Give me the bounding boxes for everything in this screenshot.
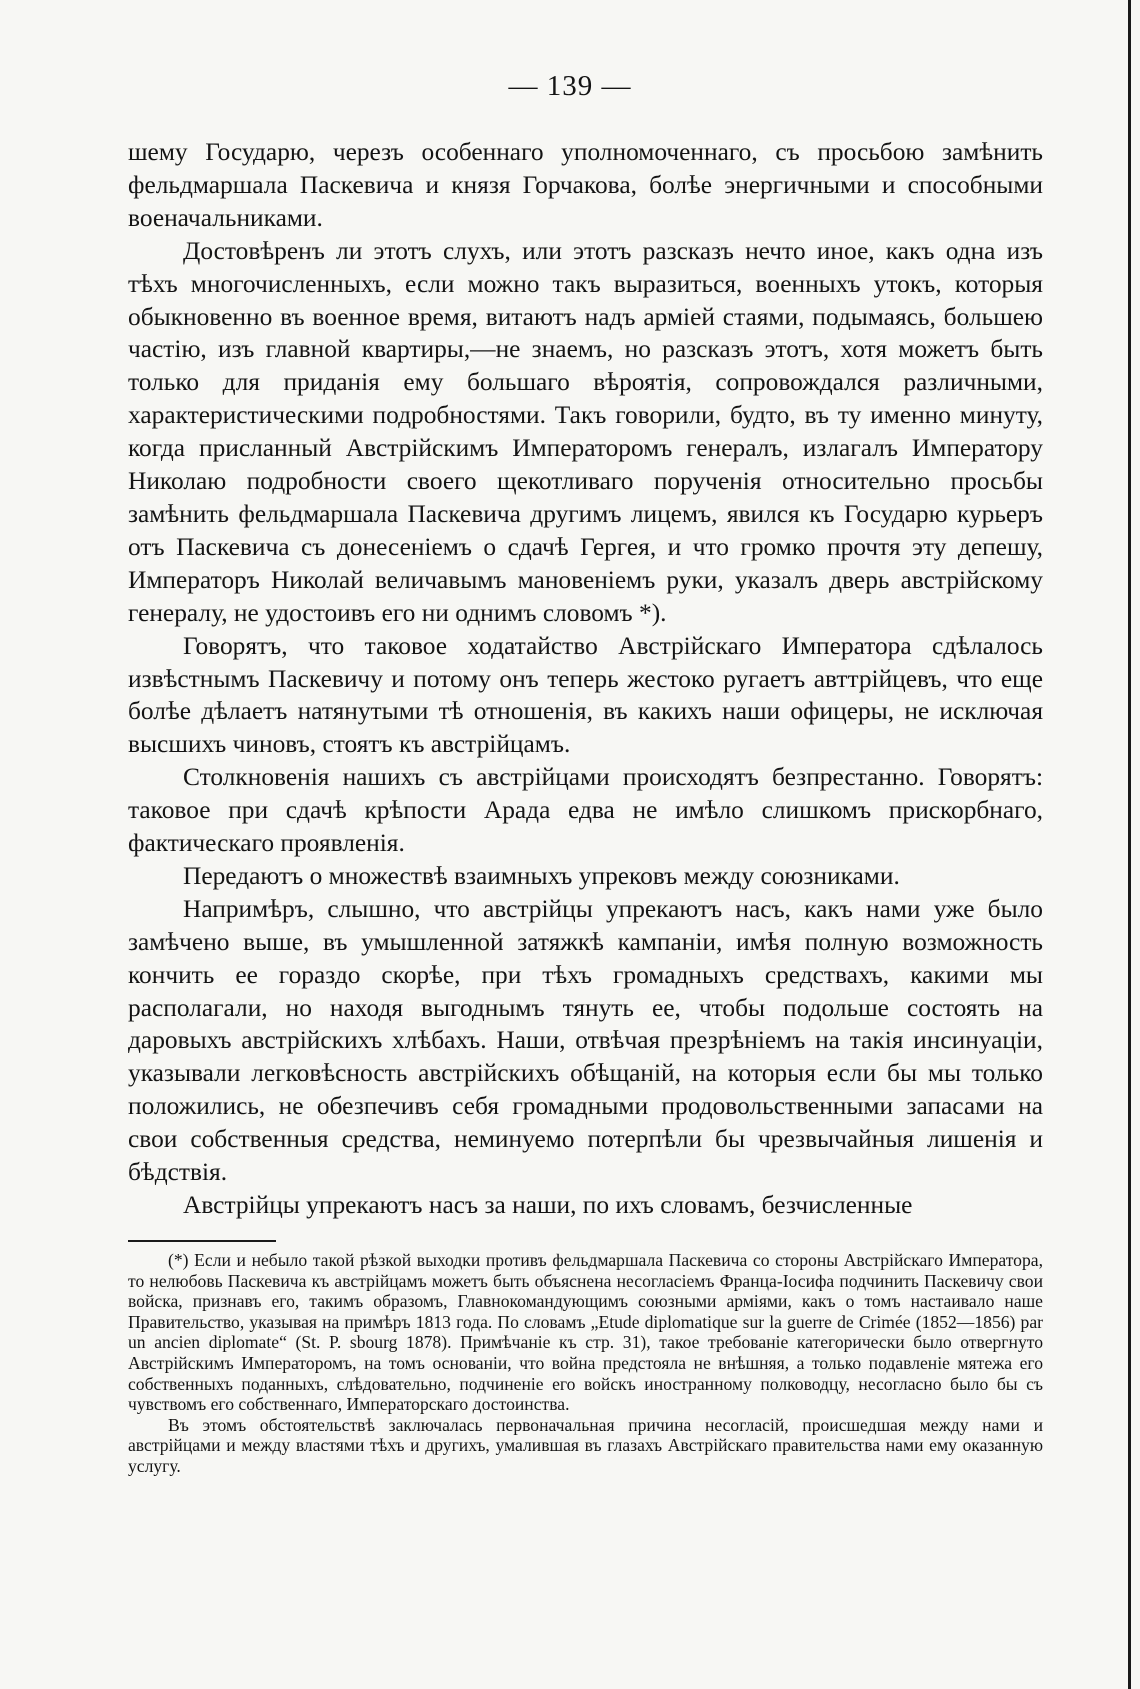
paragraph-2: Достовѣренъ ли этотъ слухъ, или этотъ разсказъ нечто иное, какъ одна изъ тѣхъ многочисленныхъ, если можно такъ выразиться, военныхъ утокъ, которыя обыкновенно въ военное время, витаютъ надъ арміей стаями, подымаясь, большею частію, изъ главной квартиры,—не знаемъ, но разсказъ этотъ, хотя можетъ быть только для приданія ему большаго вѣроятія, сопровождался различными, характеристическими подробностями. Такъ говорили, будто, въ ту именно минуту, когда присланный Австрійскимъ Императоромъ генералъ, излагалъ Императору Николаю подробности своего щекотливаго порученія относительно просьбы замѣнить фельдмаршала Паскевича другимъ лицемъ, явился къ Государю курьеръ отъ Паскевича съ донесеніемъ о сдачѣ Гергея, и что громко прочтя эту депешу, Императоръ Николай величавымъ мановеніемъ руки, указалъ дверь австрійскому генералу, не удостоивъ его ни однимъ словомъ *). xyxy=(128,236,1043,627)
paragraph-1: шему Государю, черезъ особеннаго уполномоченнаго, съ просьбою замѣнить фельдмаршала Паскевича и князя Горчакова, болѣе энергичными и способными военачальниками. xyxy=(128,138,1043,232)
footnote-1: (*) Если и небыло такой рѣзкой выходки противъ фельдмаршала Паскевича со стороны Австрійскаго Императора, то нелюбовь Паскевича къ австрійцамъ можетъ быть объяснена несогласіемъ Франца-Іосифа подчинить Паскевичу свои войска, признавъ его, такимъ образомъ, Главнокомандующимъ союзными арміями, какъ о томъ настаивало наше Правительство, указывая на примѣръ 1813 года. По словамъ „Etude diplomatique sur la guerre de Crimée (1852—1856) par un ancien diplomate“ (St. P. sbourg 1878). Примѣчаніе къ стр. 31), такое требованіе категорически было отвергнуто Австрійскимъ Императоромъ, на томъ основаніи, что война предстояла не внѣшняя, а только подавленіе мятежа его собственныхъ поданныхъ, слѣдовательно, подчиненіе его войскъ иностранному полководцу, несогласно было бы съ чувствомъ его собственнаго, Императорскаго достоинства. xyxy=(128,1250,1043,1415)
paragraph-5: Передаютъ о множествѣ взаимныхъ упрековъ между союзниками. xyxy=(183,861,900,890)
page-edge-line xyxy=(1128,0,1131,1689)
paragraph-4: Столкновенія нашихъ съ австрійцами происходятъ безпрестанно. Говорятъ: таковое при сдачѣ крѣпости Арада едва не имѣло слишкомъ прискорбнаго, фактическаго проявленія. xyxy=(128,763,1043,858)
footnote-2: Въ этомъ обстоятельствѣ заключалась первоначальная причина несогласій, происшедшая между нами и австрійцами и между властями тѣхъ и другихъ, умалившая въ глазахъ Австрійскаго правительства нами ему оказанную услугу. xyxy=(128,1414,1043,1476)
paragraph-6: Напримѣръ, слышно, что австрійцы упрекаютъ насъ, какъ нами уже было замѣчено выше, въ умышленной затяжкѣ кампаніи, имѣя полную возможность кончить ее гораздо скорѣе, при тѣхъ громадныхъ средствахъ, какими мы располагали, но находя выгоднымъ тянуть ее, чтобы подольше состоять на даровыхъ австрійскихъ хлѣбахъ. Наши, отвѣчая презрѣніемъ на такія инсинуаціи, указывали легковѣсность австрійскихъ обѣщаній, на которыя если бы мы только положились, не обезпечивъ себя громадными продовольственными запасами на свои собственныя средства, неминуемо потерпѣли бы чрезвычайныя лишенія и бѣдствія. xyxy=(128,894,1043,1187)
paragraph-7: Австрійцы упрекаютъ насъ за наши, по ихъ словамъ, безчисленные xyxy=(183,1191,913,1219)
main-text xyxy=(128,136,1043,1222)
footnote-separator xyxy=(128,1240,276,1242)
paragraph-3: Говорятъ, что таковое ходатайство Австрійскаго Императора сдѣлалось извѣстнымъ Паскевичу и потому онъ теперь жестоко ругаетъ авттрійцевъ, что еще болѣе дѣлаетъ натянутыми тѣ отношенія, въ какихъ наши офицеры, не исключая высшихъ чиновъ, стоятъ къ австрійцамъ. xyxy=(128,631,1043,759)
page-number: — 139 — xyxy=(508,70,632,102)
footnotes xyxy=(128,1250,1043,1477)
